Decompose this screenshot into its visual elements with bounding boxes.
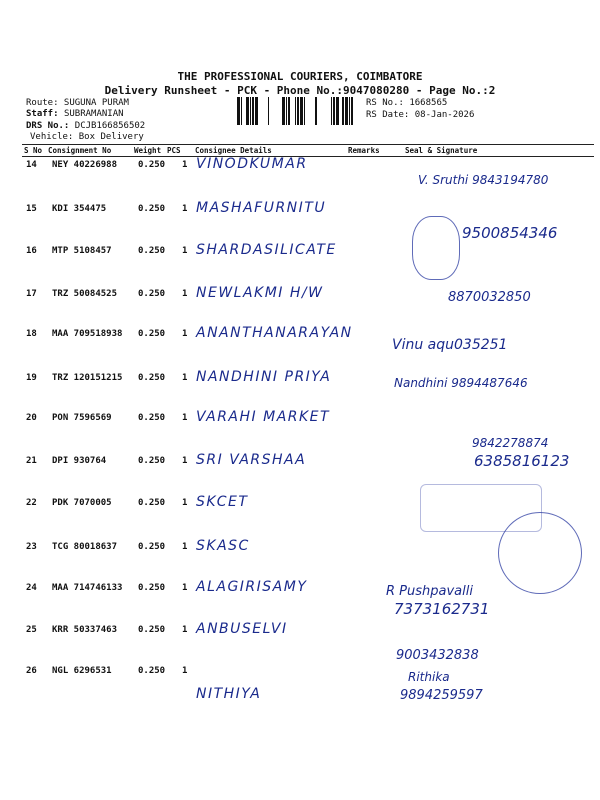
barcode-bar — [351, 97, 353, 125]
row-consignment-no: KDI 354475 — [52, 204, 107, 214]
table-row — [0, 242, 600, 266]
signature-row-17: 8870032850 — [448, 290, 531, 305]
signature-row-24-name: R Pushpavalli — [386, 584, 473, 599]
signature-row-15: 9500854346 — [462, 224, 558, 242]
row-consignee-handwritten: ANANTHANARAYAN — [196, 325, 353, 341]
row-pcs: 1 — [182, 456, 188, 466]
row-sno: 24 — [26, 583, 37, 593]
barcode-bar — [295, 97, 296, 125]
row-sno: 17 — [26, 289, 37, 299]
company-title: THE PROFESSIONAL COURIERS, COIMBATORE — [177, 70, 423, 83]
barcode-bar — [336, 97, 339, 125]
barcode-bar — [241, 97, 242, 125]
runsheet-title: Delivery Runsheet - PCK - Phone No.:9047080280 - Page No.:2 — [104, 84, 496, 97]
row-consignment-no: KRR 50337463 — [52, 625, 118, 635]
table-row — [0, 200, 600, 224]
drs-value: DCJB166856502 — [74, 121, 146, 131]
barcode-bar — [331, 97, 332, 125]
row-pcs: 1 — [182, 542, 188, 552]
header-rule-top — [22, 144, 594, 145]
barcode-bar — [349, 97, 350, 125]
row-weight: 0.250 — [138, 498, 166, 508]
row-pcs: 1 — [182, 498, 188, 508]
barcode-bar — [250, 97, 251, 125]
row-sno: 23 — [26, 542, 37, 552]
row-consignee-handwritten: NITHIYA — [196, 686, 262, 702]
signature-row-14: V. Sruthi 9843194780 — [418, 173, 549, 187]
row-consignment-no: TRZ 120151215 — [52, 373, 123, 383]
barcode-bar — [345, 97, 348, 125]
row-consignment-no: PDK 7070005 — [52, 498, 112, 508]
row-consignment-no: MAA 709518938 — [52, 329, 123, 339]
col-consignment: Consignment No — [48, 146, 112, 155]
staff-line — [26, 109, 124, 120]
row-sno: 21 — [26, 456, 37, 466]
table-row — [0, 579, 600, 603]
row-weight: 0.250 — [138, 289, 166, 299]
route-text: Route: SUGUNA PURAM — [26, 98, 129, 108]
barcode-bar — [252, 97, 254, 125]
row-sno: 18 — [26, 329, 37, 339]
row-consignee-handwritten: MASHAFURNITU — [196, 200, 327, 216]
staff-value: SUBRAMANIAN — [63, 109, 124, 119]
row-sno: 26 — [26, 666, 37, 676]
col-seal-signature: Seal & Signature — [405, 146, 478, 155]
row-consignee-handwritten: VINODKUMAR — [196, 156, 308, 172]
row-weight: 0.250 — [138, 160, 166, 170]
barcode-bar — [282, 97, 285, 125]
row-weight: 0.250 — [138, 246, 166, 256]
row-consignee-handwritten: VARAHI MARKET — [196, 409, 331, 425]
row-sno: 25 — [26, 625, 37, 635]
row-weight: 0.250 — [138, 542, 166, 552]
row-sno: 16 — [26, 246, 37, 256]
header-rule-bottom — [22, 156, 594, 157]
row-pcs: 1 — [182, 373, 188, 383]
col-weight: Weight — [134, 146, 162, 155]
col-consignee: Consignee Details — [195, 146, 272, 155]
row-consignee-handwritten: NANDHINI PRIYA — [196, 369, 332, 385]
row-consignee-handwritten: SKCET — [196, 494, 249, 510]
signature-row-20: 9842278874 — [472, 436, 549, 450]
row-sno: 20 — [26, 413, 37, 423]
row-weight: 0.250 — [138, 666, 166, 676]
row-pcs: 1 — [182, 289, 188, 299]
row-pcs: 1 — [182, 666, 188, 676]
barcode-bar — [304, 97, 305, 125]
row-consignment-no: MAA 714746133 — [52, 583, 123, 593]
row-pcs: 1 — [182, 160, 188, 170]
barcode-bar — [286, 97, 287, 125]
row-weight: 0.250 — [138, 373, 166, 383]
row-consignee-handwritten: SHARDASILICATE — [196, 242, 337, 258]
barcode-bar — [297, 97, 299, 125]
row-sno: 15 — [26, 204, 37, 214]
barcode-bar — [237, 97, 240, 125]
row-sno: 19 — [26, 373, 37, 383]
signature-row-26-name: Rithika — [408, 670, 450, 684]
row-pcs: 1 — [182, 329, 188, 339]
barcode-bar — [255, 97, 258, 125]
signature-row-26-phone: 9894259597 — [400, 688, 483, 703]
signature-row-18: Vinu aqu035251 — [392, 337, 508, 353]
rs-date: RS Date: 08-Jan-2026 — [366, 110, 475, 120]
table-row — [0, 325, 600, 349]
row-pcs: 1 — [182, 413, 188, 423]
row-consignment-no: NEY 40226988 — [52, 160, 118, 170]
row-consignee-handwritten: SKASC — [196, 538, 250, 554]
row-consignment-no: TRZ 50084525 — [52, 289, 118, 299]
row-pcs: 1 — [182, 204, 188, 214]
row-consignment-no: TCG 80018637 — [52, 542, 118, 552]
row-sno: 14 — [26, 160, 37, 170]
row-consignee-handwritten: NEWLAKMI H/W — [196, 285, 324, 301]
row-pcs: 1 — [182, 625, 188, 635]
barcode-bar — [315, 97, 317, 125]
row-sno: 22 — [26, 498, 37, 508]
signature-row-25: 9003432838 — [396, 648, 479, 663]
row-consignee-handwritten: ALAGIRISAMY — [196, 579, 308, 595]
signature-row-24-phone: 7373162731 — [394, 600, 490, 618]
row-consignment-no: DPI 930764 — [52, 456, 107, 466]
row-weight: 0.250 — [138, 413, 166, 423]
row-consignment-no: PON 7596569 — [52, 413, 112, 423]
barcode — [237, 97, 361, 125]
row-consignee-handwritten: ANBUSELVI — [196, 621, 288, 637]
col-remarks: Remarks — [348, 146, 380, 155]
rs-number: RS No.: 1668565 — [366, 98, 448, 108]
row-consignee-handwritten: SRI VARSHAA — [196, 452, 307, 468]
row-weight: 0.250 — [138, 204, 166, 214]
row-weight: 0.250 — [138, 625, 166, 635]
row-consignment-no: MTP 5108457 — [52, 246, 112, 256]
row-weight: 0.250 — [138, 329, 166, 339]
signature-row-19: Nandhini 9894487646 — [394, 376, 528, 390]
row-weight: 0.250 — [138, 456, 166, 466]
drs-line — [26, 121, 145, 132]
barcode-bar — [333, 97, 335, 125]
barcode-bar — [288, 97, 290, 125]
barcode-bar — [300, 97, 303, 125]
row-pcs: 1 — [182, 583, 188, 593]
drs-label: DRS No.: — [26, 121, 70, 131]
vehicle-text: Vehicle: Box Delivery — [30, 132, 144, 142]
company-seal-stamp — [412, 216, 460, 280]
barcode-bar — [268, 97, 269, 125]
table-row — [0, 621, 600, 645]
barcode-bar — [342, 97, 344, 125]
rectangular-stamp — [420, 484, 542, 532]
barcode-bar — [246, 97, 249, 125]
col-sno: S No — [24, 146, 43, 155]
table-row — [0, 409, 600, 433]
row-pcs: 1 — [182, 246, 188, 256]
staff-label: Staff: — [26, 109, 59, 119]
row-consignment-no: NGL 6296531 — [52, 666, 112, 676]
signature-row-21: 6385816123 — [474, 452, 570, 470]
row-weight: 0.250 — [138, 583, 166, 593]
col-pcs: PCS — [167, 146, 181, 155]
